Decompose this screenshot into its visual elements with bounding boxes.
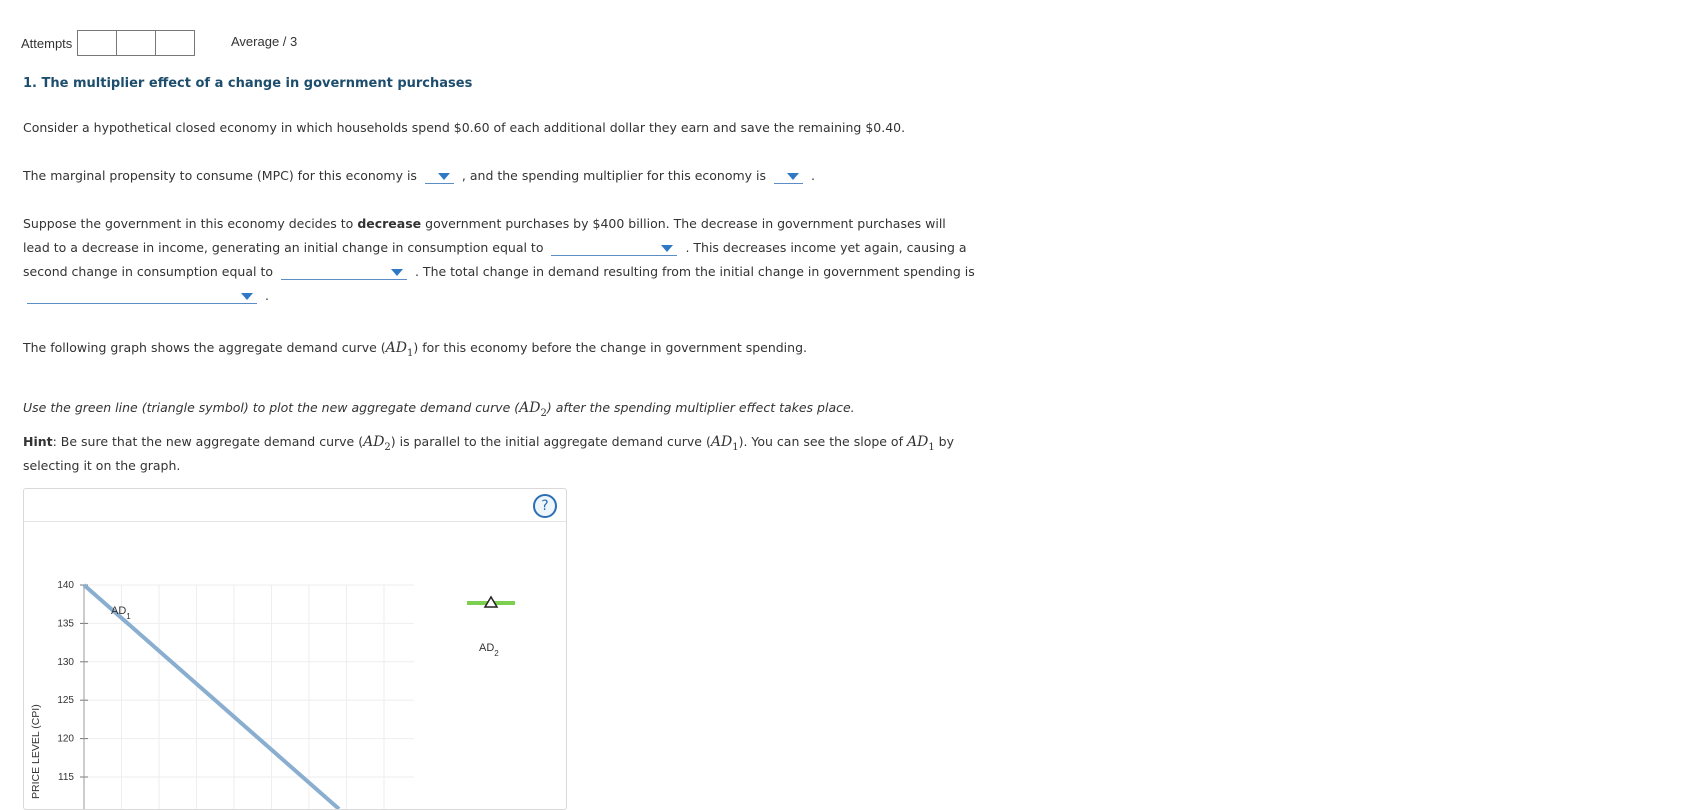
mpc-text-2: , and the spending multiplier for this economy is bbox=[461, 168, 767, 183]
intro-text: Consider a hypothetical closed economy in which households spend $0.60 of each additional dollar they earn and save the remaining $0.40. bbox=[23, 120, 906, 135]
gov-para-line4 bbox=[23, 284, 269, 308]
total-demand-dropdown[interactable] bbox=[27, 288, 257, 304]
instruction-part: ) after the spending multiplier effect takes place. bbox=[546, 400, 855, 415]
ad1-symbol: $AD_1$ bbox=[385, 340, 414, 359]
chevron-down-icon bbox=[391, 269, 403, 276]
ad2-symbol: $AD_2$ bbox=[363, 434, 391, 453]
gov-bold: decrease bbox=[357, 216, 422, 231]
y-axis-label: PRICE LEVEL (CPI) bbox=[30, 704, 42, 799]
gov-text: government purchases by $400 billion. The decrease in government purchases will bbox=[425, 216, 946, 231]
y-tick-label: 115 bbox=[58, 772, 74, 783]
attempts-label: Attempts bbox=[21, 35, 73, 51]
graph-intro-text: ) for this economy before the change in government spending. bbox=[413, 340, 807, 355]
chevron-down-icon bbox=[661, 245, 673, 252]
help-icon[interactable]: ? bbox=[533, 494, 557, 518]
multiplier-dropdown[interactable] bbox=[774, 168, 803, 184]
ad2-symbol: $AD_2$ bbox=[519, 400, 547, 419]
mpc-text-1: The marginal propensity to consume (MPC) for this economy is bbox=[23, 168, 417, 183]
attempt-box bbox=[77, 30, 117, 56]
y-tick-label: 130 bbox=[57, 656, 74, 668]
y-axis-ticks bbox=[57, 580, 88, 783]
ad-graph[interactable] bbox=[24, 489, 566, 809]
instruction-part: Use the green line (triangle symbol) to plot the new aggregate demand curve ( bbox=[23, 400, 520, 415]
attempt-box bbox=[116, 30, 156, 56]
attempts-row bbox=[21, 30, 195, 56]
ad2-tool-label: $AD_2$ bbox=[479, 642, 499, 658]
mpc-dropdown[interactable] bbox=[425, 168, 454, 184]
gov-text: . bbox=[264, 288, 269, 303]
y-tick-label: 120 bbox=[57, 733, 74, 745]
attempt-box bbox=[155, 30, 195, 56]
gov-text: second change in consumption equal to bbox=[23, 264, 274, 279]
question-title: 1. The multiplier effect of a change in government purchases bbox=[23, 76, 473, 91]
gov-para-line2 bbox=[23, 236, 967, 260]
gov-text: . The total change in demand resulting from the initial change in government spending is bbox=[414, 264, 975, 279]
mpc-sentence bbox=[23, 164, 815, 188]
ad1-curve[interactable] bbox=[84, 585, 339, 809]
y-tick-label: 135 bbox=[57, 618, 74, 630]
chevron-down-icon bbox=[438, 173, 450, 180]
gov-text: Suppose the government in this economy decides to bbox=[23, 216, 354, 231]
chevron-down-icon bbox=[787, 173, 799, 180]
hint-text: ). You can see the slope of bbox=[738, 434, 903, 449]
gov-para-line1 bbox=[23, 212, 946, 236]
second-consumption-dropdown[interactable] bbox=[281, 264, 407, 280]
hint-text: : Be sure that the new aggregate demand curve ( bbox=[52, 434, 364, 449]
ad1-symbol: $AD_1$ bbox=[710, 434, 739, 453]
hint-line2: selecting it on the graph. bbox=[23, 458, 181, 473]
hint-text: by bbox=[938, 434, 955, 449]
y-tick-label: 140 bbox=[57, 580, 74, 591]
ad1-label: $AD_1$ bbox=[111, 605, 131, 621]
graph-intro-text: The following graph shows the aggregate demand curve ( bbox=[23, 340, 386, 355]
graph-panel bbox=[23, 488, 567, 810]
ad1-symbol: $AD_1$ bbox=[906, 434, 935, 453]
gov-para-line3 bbox=[23, 260, 975, 284]
chevron-down-icon bbox=[241, 293, 253, 300]
average-score: Average / 3 bbox=[231, 34, 298, 49]
hint-label: Hint bbox=[23, 434, 53, 449]
mpc-text-3: . bbox=[811, 168, 815, 183]
gov-text: . This decreases income yet again, causing a bbox=[685, 240, 967, 255]
initial-consumption-dropdown[interactable] bbox=[551, 240, 677, 256]
instruction-text bbox=[23, 396, 855, 426]
graph-intro bbox=[23, 336, 807, 366]
gov-text: lead to a decrease in income, generating an initial change in consumption equal to bbox=[23, 240, 544, 255]
y-tick-label: 125 bbox=[57, 695, 74, 707]
hint-text: ) is parallel to the initial aggregate demand curve ( bbox=[390, 434, 711, 449]
graph-grid bbox=[84, 585, 414, 809]
